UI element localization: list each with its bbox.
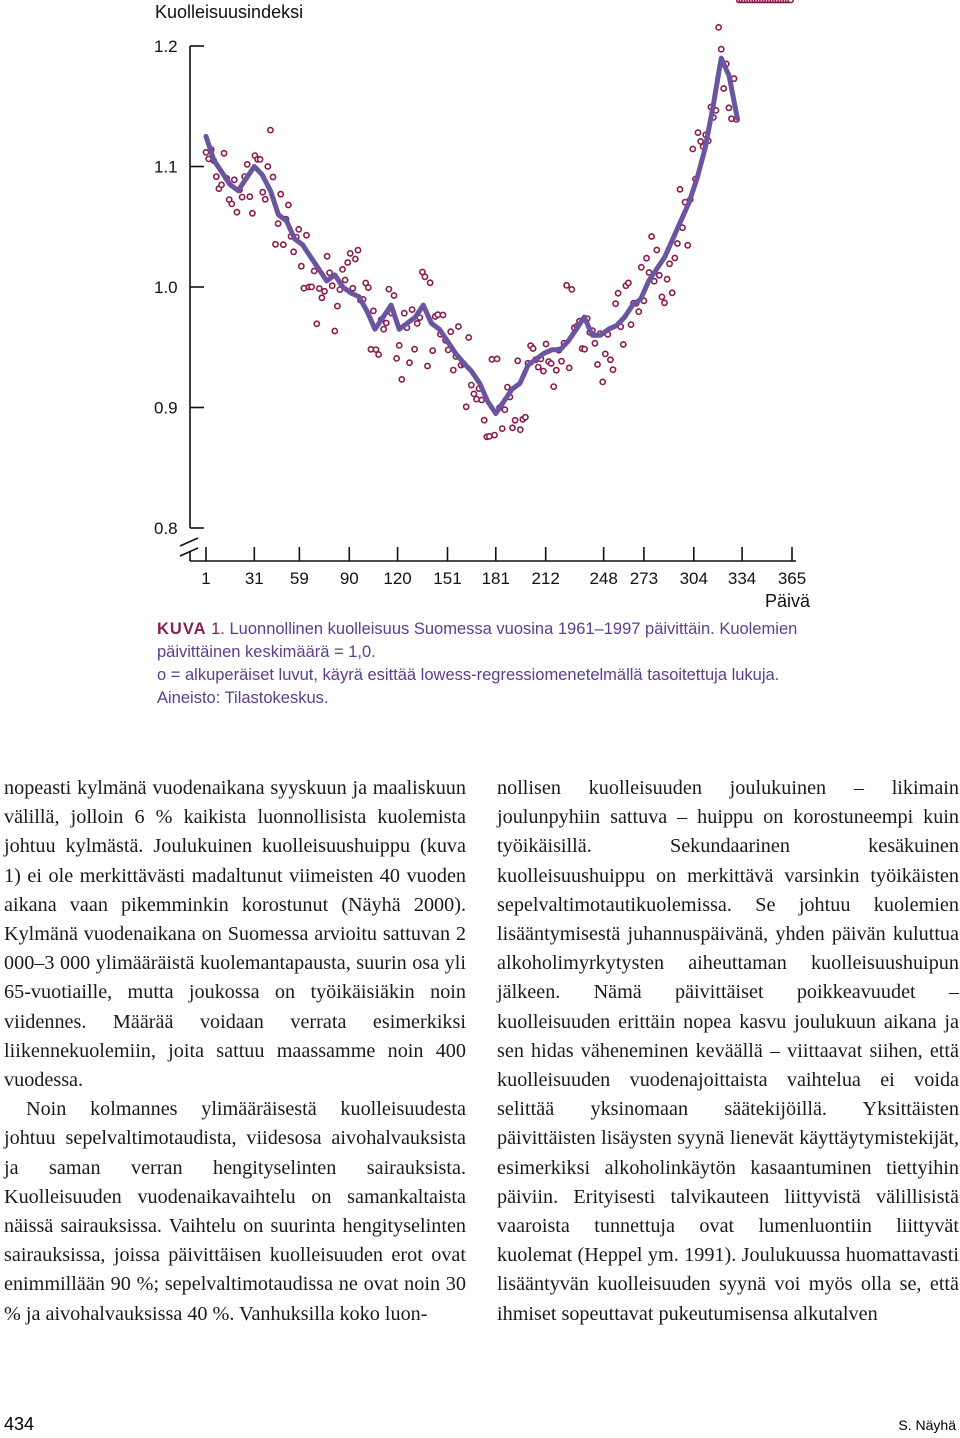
- data-point: [595, 362, 600, 367]
- data-point: [716, 25, 721, 30]
- data-point: [415, 321, 420, 326]
- data-point: [523, 415, 528, 420]
- text-column-right: [497, 774, 959, 1329]
- data-point: [456, 324, 461, 329]
- data-point: [422, 274, 427, 279]
- data-point: [340, 267, 345, 272]
- data-point: [613, 301, 618, 306]
- x-tick-label: 334: [727, 569, 757, 588]
- data-point: [260, 190, 265, 195]
- caption-number: 1.: [211, 620, 225, 638]
- data-point: [203, 150, 208, 155]
- data-point: [474, 397, 479, 402]
- text-column-left: [4, 774, 466, 1329]
- data-point: [304, 233, 309, 238]
- data-point: [265, 164, 270, 169]
- data-point: [489, 357, 494, 362]
- data-point: [296, 227, 301, 232]
- data-point: [291, 249, 296, 254]
- x-axis: [190, 547, 806, 588]
- data-point: [659, 294, 664, 299]
- data-point: [610, 367, 615, 372]
- data-point: [644, 256, 649, 261]
- paragraph: nollisen kuolleisuuden joulukuinen – likimain joulunpyhiin sattuva – huippu on korostuneempi kuin työikäisillä. Sekundaarinen kesäkuinen kuolleisuushuippu on merkittävä varsinkin työikäisten sepelvaltimotautikuolemissa. Se johtuu kuolemien lisääntymisestä juhannuspäivänä, yhden päivän kuluttua alkoholimyrkytysten aiheuttaman kuolleisuushuipun jälkeen. Nämä päivittäiset poikkeavuudet – kuolleisuuden erittäin nopea kasvu joulukuun aikana ja sen hidas väheneminen keväällä – viittaavat siihen, että kuolleisuuden vuodenajoittaista vaihtelua ei voida selittää yksinomaan säätekijöillä. Yksittäisten päivittäisten lisäysten syynä lienevät käyttäytymistekijät, esimerkiksi alkoholinkäytön kasaantuminen tiettyihin päiviin. Erityisesti talvikauteen liittyvistä välillisistä vaaroista tunnettuja ovat lumenluontiin liittyvät kuolemat (Heppel ym. 1991). Joulukuussa huomattavasti lisääntyvän kuolleisuuden syynä voi myös olla se, että ihmiset sopeuttavat pukeutumisensa alkutalven: [497, 777, 959, 1325]
- data-point: [690, 146, 695, 151]
- data-point: [221, 151, 226, 156]
- data-point: [397, 343, 402, 348]
- data-point: [281, 242, 286, 247]
- data-point: [471, 391, 476, 396]
- data-point: [695, 130, 700, 135]
- data-point: [229, 201, 234, 206]
- x-tick-label: 90: [339, 569, 359, 588]
- mortality-chart: [0, 0, 960, 612]
- data-point: [510, 425, 515, 430]
- data-point: [270, 174, 275, 179]
- caption-text-3: Aineisto: Tilastokeskus.: [157, 689, 329, 707]
- data-point: [667, 261, 672, 266]
- x-tick-label: 212: [531, 569, 560, 588]
- data-point: [466, 335, 471, 340]
- data-point: [626, 280, 631, 285]
- data-point: [376, 352, 381, 357]
- data-point: [440, 312, 445, 317]
- data-point: [685, 243, 690, 248]
- data-point: [603, 351, 608, 356]
- data-point: [214, 174, 219, 179]
- y-tick-label: 1.1: [154, 157, 178, 177]
- data-point: [247, 194, 252, 199]
- x-tick-label: 31: [244, 569, 264, 588]
- data-point: [273, 242, 278, 247]
- data-point: [495, 356, 500, 361]
- data-point: [675, 241, 680, 246]
- data-point: [639, 265, 644, 270]
- data-point: [662, 300, 667, 305]
- data-point: [677, 187, 682, 192]
- paragraph: nopeasti kylmänä vuodenaikana syyskuun ja maaliskuun välillä, jolloin 6 % kaikista luonnollisista kuolemista johtuu kylmästä. Joulukuinen kuolleisuushuippu (kuva 1) ei ole merkittävästi madaltunut viimeisten 40 vuoden aikana vaan pikemminkin korostunut (Näyhä 2000). Kylmänä vuodenaikana on Suomessa arvioitu sattuvan 2 000–3 000 ylimääräistä kuolemantapausta, suurin osa yli 65-vuotiaille, mutta joukossa on työikäisiäkin noin viidennes. Määrää voidaan verrata esimerkiksi liikennekuolemiin, joita sattuu maassamme noin 400 vuodessa.: [4, 777, 466, 1092]
- data-point: [250, 211, 255, 216]
- data-point: [608, 357, 613, 362]
- data-point: [536, 365, 541, 370]
- data-point: [492, 433, 497, 438]
- data-point: [268, 128, 273, 133]
- data-point: [353, 256, 358, 261]
- data-point: [371, 308, 376, 313]
- x-tick-label: 304: [679, 569, 708, 588]
- data-point: [665, 277, 670, 282]
- data-point: [559, 359, 564, 364]
- lowess-curve: [206, 58, 737, 413]
- data-point: [549, 361, 554, 366]
- y-axis: [154, 37, 204, 556]
- x-tick-label: 365: [777, 569, 807, 588]
- y-tick-label: 1.0: [154, 278, 178, 297]
- data-point: [355, 248, 360, 253]
- data-point: [410, 307, 415, 312]
- data-point: [788, 0, 793, 3]
- caption-text-2: o = alkuperäiset luvut, käyrä esittää lowess-regressiomenetelmällä tasoitettuja lukuja.: [157, 666, 780, 684]
- data-point: [219, 182, 224, 187]
- data-point: [394, 356, 399, 361]
- data-point: [348, 251, 353, 256]
- data-point: [518, 427, 523, 432]
- x-tick-label: 120: [383, 569, 412, 588]
- x-tick-label: 151: [433, 569, 462, 588]
- data-point: [335, 304, 340, 309]
- data-point: [407, 360, 412, 365]
- data-point: [299, 264, 304, 269]
- data-point: [502, 407, 507, 412]
- data-point: [276, 221, 281, 226]
- data-point: [649, 234, 654, 239]
- x-axis-label: Päivä: [764, 591, 810, 611]
- data-point: [479, 397, 484, 402]
- data-point: [657, 273, 662, 278]
- data-point: [386, 287, 391, 292]
- y-tick-label: 1.2: [154, 37, 178, 56]
- data-point: [719, 47, 724, 52]
- x-tick-label: 1: [201, 569, 211, 588]
- data-point: [245, 162, 250, 167]
- data-point: [232, 177, 237, 182]
- data-point: [616, 291, 621, 296]
- x-tick-label: 181: [481, 569, 510, 588]
- data-point: [391, 293, 396, 298]
- data-point: [628, 322, 633, 327]
- data-point: [317, 286, 322, 291]
- data-point: [487, 434, 492, 439]
- author-credit: S. Näyhä: [898, 1417, 956, 1433]
- data-point: [554, 368, 559, 373]
- data-point: [543, 341, 548, 346]
- data-point: [425, 363, 430, 368]
- caption-text-1: Luonnollinen kuolleisuus Suomessa vuosina 1961–1997 päivittäin. Kuolemien päivittäinen keskimäärä = 1,0.: [157, 620, 798, 661]
- data-point: [636, 309, 641, 314]
- data-point: [569, 287, 574, 292]
- data-point: [469, 383, 474, 388]
- data-point: [670, 290, 675, 295]
- data-points: [203, 0, 793, 439]
- data-point: [325, 254, 330, 259]
- x-tick-label: 248: [589, 569, 618, 588]
- data-point: [513, 418, 518, 423]
- data-point: [726, 105, 731, 110]
- data-point: [319, 295, 324, 300]
- figure-caption: [157, 618, 817, 710]
- data-point: [428, 280, 433, 285]
- data-point: [592, 341, 597, 346]
- data-point: [314, 321, 319, 326]
- data-point: [322, 289, 327, 294]
- data-point: [448, 329, 453, 334]
- data-point: [278, 192, 283, 197]
- data-point: [309, 284, 314, 289]
- data-point: [366, 285, 371, 290]
- data-point: [482, 418, 487, 423]
- page-number: 434: [4, 1414, 35, 1434]
- data-point: [621, 342, 626, 347]
- data-point: [541, 369, 546, 374]
- axis-break-mark: [180, 538, 198, 556]
- data-point: [582, 347, 587, 352]
- data-point: [500, 426, 505, 431]
- data-point: [531, 346, 536, 351]
- data-point: [567, 365, 572, 370]
- data-point: [412, 347, 417, 352]
- y-tick-label: 0.8: [154, 519, 178, 538]
- paragraph: Noin kolmannes ylimääräisestä kuolleisuudesta johtuu sepelvaltimotaudista, viidesosa aivohalvauksista ja saman verran hengityselinten sairauksista. Kuolleisuuden vuodenaikavaihtelu on samankaltaista näissä sairauksissa. Vaihtelu on suurinta hengityselinten sairauksissa, joissa päivittäisen kuolleisuuden erot ovat enimmillään 90 %; sepelvaltimotaudissa ne ovat noin 30 % ja aivohalvauksissa 40 %. Vanhuksilla koko luon-: [4, 1098, 466, 1325]
- data-point: [332, 328, 337, 333]
- data-point: [451, 368, 456, 373]
- data-point: [286, 202, 291, 207]
- data-point: [564, 283, 569, 288]
- data-point: [721, 86, 726, 91]
- data-point: [654, 247, 659, 252]
- data-point: [263, 197, 268, 202]
- data-point: [399, 377, 404, 382]
- data-point: [672, 255, 677, 260]
- data-point: [515, 358, 520, 363]
- data-point: [234, 210, 239, 215]
- data-point: [551, 384, 556, 389]
- data-point: [600, 379, 605, 384]
- caption-label: KUVA: [157, 620, 207, 638]
- chart-title: Kuolleisuusindeksi: [155, 2, 304, 22]
- data-point: [258, 157, 263, 162]
- data-point: [384, 320, 389, 325]
- y-tick-label: 0.9: [154, 398, 178, 418]
- data-point: [240, 195, 245, 200]
- data-point: [430, 348, 435, 353]
- data-point: [381, 327, 386, 332]
- x-tick-label: 59: [289, 569, 309, 588]
- data-point: [464, 404, 469, 409]
- data-point: [345, 260, 350, 265]
- data-point: [402, 311, 407, 316]
- data-point: [330, 283, 335, 288]
- data-point: [343, 277, 348, 282]
- x-tick-label: 273: [629, 569, 659, 588]
